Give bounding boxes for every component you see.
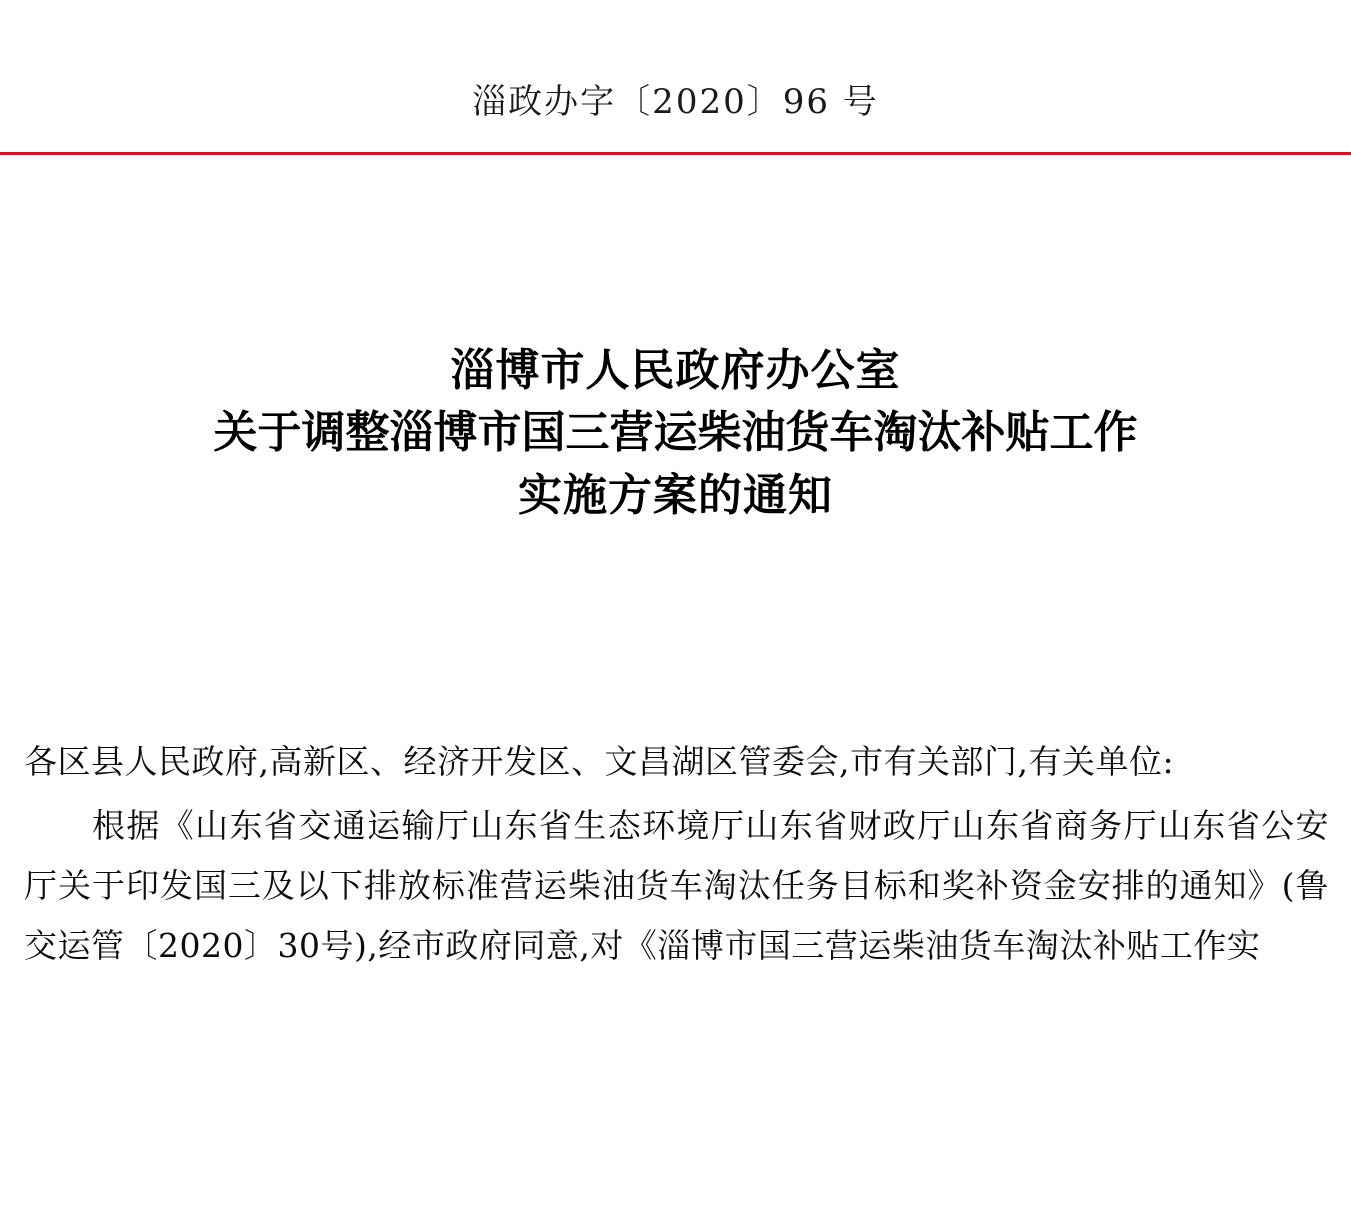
title-line-3: 实施方案的通知 (518, 469, 833, 521)
red-divider-rule (0, 152, 1351, 155)
addressee-paragraph: 各区县人民政府,高新区、经济开发区、文昌湖区管委会,市有关部门,有关单位: (24, 742, 1175, 781)
title-line-2: 关于调整淄博市国三营运柴油货车淘汰补贴工作 (213, 407, 1138, 459)
document-number: 淄政办字〔2020〕96 号 (472, 82, 879, 122)
document-body (24, 732, 1329, 976)
body-paragraph-1: 根据《山东省交通运输厅山东省生态环境厅山东省财政厅山东省商务厅山东省公安厅关于印发国三及以下排放标准营运柴油货车淘汰任务目标和奖补资金安排的通知》(鲁交运管〔2020〕30号),经市政府同意,对《淄博市国三营运柴油货车淘汰补贴工作实 (24, 806, 1329, 966)
title-line-1: 淄博市人民政府办公室 (450, 345, 901, 396)
document-title (0, 340, 1351, 527)
